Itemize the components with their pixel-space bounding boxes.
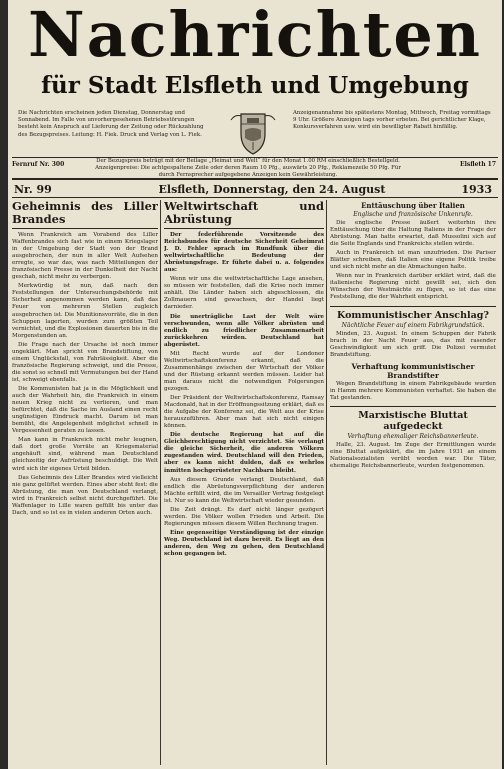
article-paragraph: Die unerträgliche Last der Welt wäre verschwunden, wenn alle Völker abrüsten und endlich zu friedlicher Zusammenarbeit zurückkehren würden. Deutschland hat abgerüstet. [164, 313, 324, 348]
article-paragraph: Eine gegenseitige Verständigung ist der einzige Weg. Deutschland ist dazu bereit. Es liegt an den anderen, den Weg zu gehen, den Deutschland schon gegangen ist. [164, 529, 324, 558]
news-column-right [330, 200, 496, 765]
article-paragraph: Das Geheimnis des Liller Brandes wird vielleicht nie ganz gelüftet werden. Eines aber steht fest: die Abrüstung, die man von Deutschland verlangt, wird in Frankreich selbst nicht durchgeführt. Die Waffenlager in Lille waren gefüllt bis unter das Dach, und so ist es in vielen anderen Orten auch. [12, 474, 158, 516]
article-subheadline: Nächtliche Feuer auf einem Fabrikgrundstück. [341, 321, 485, 329]
article-lille-fire [12, 200, 158, 765]
article-headline: Geheimnis des Liller Brandes [12, 200, 158, 229]
article-headline: Verhaftung kommunistischer Brandstifter [351, 361, 475, 380]
article-paragraph: Die Frage nach der Ursache ist noch immer ungeklärt. Man spricht von Brandstiftung, von einem Unglücksfall, von Fahrlässigkeit. Aber die französische Regierung schweigt, und die Presse, die sonst so schnell mit Vermutungen bei der Hand ist, schweigt ebenfalls. [12, 341, 158, 383]
divider [12, 178, 498, 180]
article-paragraph: Die englische Presse äußert weiterhin ihre Enttäuschung über die Haltung Italiens in der Frage der Abrüstung. Man hatte erwartet, daß Mussolini sich auf die Seite Englands und Frankreichs stellen würde. [330, 220, 496, 248]
column-divider [326, 200, 327, 765]
article-paragraph: Der Präsident der Weltwirtschaftskonferenz, Ramsay Macdonald, hat in der Eröffnungssitzung erklärt, daß es die Aufgabe der Konferenz sei, die Welt aus der Krise herauszuführen. Aber man hat sich nicht einigen können. [164, 395, 324, 430]
publication-info: Die Nachrichten erscheinen jeden Dienstag, Donnerstag und Sonnabend. Im Falle von unvorhergesehenen Betriebsstörungen besteht kein Anspruch auf Lieferung der Zeitung oder Rückzahlung des Bezugspreises. Leitung: H. Fiek. Druck und Verlag von L. Fiek. [18, 110, 204, 138]
article-paragraph: Wegen Brandstiftung in einem Fabrikgebäude wurden in Hamm mehrere Kommunisten verhaftet. Sie haben die Tat gestanden. [330, 380, 496, 401]
issue-year: 1933 [461, 183, 492, 196]
divider [12, 197, 498, 198]
subscription-info: Der Bezugspreis beträgt mit der Beilage „Heimat und Welt“ für den Monat 1.00 RM einschließlich Bestellgeld. Anzeigenpreise: Die achtgespaltene Zeile oder deren Raum 10 Pfg., auswärts 20 Pfg., Reklamezeile 50 Pfg. Für durch Fernsprecher aufgegebene Anzeigen kein Gewährleistung. [95, 158, 401, 178]
issue-date: Elsfleth, Donnerstag, den 24. August [158, 183, 386, 196]
city-crest-icon [225, 110, 281, 156]
phone-number: Fernruf Nr. 300 [12, 161, 65, 168]
article-headline: Weltwirtschaft und Abrüstung [164, 200, 324, 229]
article-paragraph: Die Zeit drängt. Es darf nicht länger gezögert werden. Die Völker wollen Frieden und Arbeit. Die Regierungen müssen diesem Willen Rechnung tragen. [164, 506, 324, 527]
article-paragraph: Auch in Frankreich ist man unzufrieden. Die Pariser Blätter schreiben, daß Italien eine eigene Politik treibe und sich nicht mehr an die Abmachungen halte. [330, 250, 496, 271]
postal-code: Elsfleth 17 [460, 161, 496, 168]
article-paragraph: Wenn Frankreich am Vorabend des Liller Waffenbrandes sich fast wie in einem Kriegslager in der Umgebung der Stadt von der Brand ausgebrochen, der nun in aller Welt Aufsehen erregte, so war das, was nach Mitteilungen der französischen Presse in der Dunkelheit der Nacht geschah, nicht mehr zu verbergen. [12, 232, 158, 281]
article-headline: Enttäuschung über Italien [361, 201, 465, 210]
advertising-info: Anzeigenannahme bis spätestens Montag, Mittwoch, Freitag vormittags 9 Uhr. Größere Anzeigen tags vorher erbeten. Bei gerichtlicher Klage, Konkursverfahren usw. wird ein bewilligter Rabatt hinfällig. [293, 110, 491, 131]
article-paragraph: Die Kommunisten hat ja in die Möglichkeit und auch der Wahrheit hin, die Frankreich in einem neuen Krieg nicht zu verlieren, und man befürchtet, daß die Sache im Ausland einen recht ungünstigen Eindruck macht. Darum ist man bemüht, die Angelegenheit möglichst schnell in Vergessenheit geraten zu lassen. [12, 385, 158, 435]
article-lead: Der federführende Vorsitzende des Reichsbundes für deutsche Sicherheit Geheimrat J. D. Fehler sprach im Rundfunk über die weltwirtschaftliche Bedeutung der Abrüstungsfrage. Er führte dabei u. a. folgendes aus: [164, 232, 324, 274]
article-paragraph: Die deutsche Regierung hat auf die Gleichberechtigung nicht verzichtet. Sie verlangt die gleiche Sicherheit, die anderen Völkern zugestanden wird. Deutschland will den Frieden, aber es kann nicht dulden, daß es wehrlos inmitten hochgerüsteter Nachbarn bleibt. [164, 432, 324, 474]
article-subheadline: Englische und französische Unkenrufe. [353, 211, 473, 218]
article-paragraph: Halle, 23. August. Im Zuge der Ermittlungen wurde eine Bluttat aufgeklärt, die im Jahre 1931 an einem Nationalsozialisten verübt worden war. Die Täter, ehemalige Reichsbannerleute, wurden festgenommen. [330, 441, 496, 469]
masthead-subtitle: für Stadt Elsfleth und Umgebung [41, 72, 469, 99]
dateline [12, 181, 498, 197]
article-headline: Kommunistischer Anschlag? [330, 306, 496, 321]
article-headline: Marxistische Bluttat aufgedeckt [330, 406, 496, 432]
article-subheadline: Verhaftung ehemaliger Reichsbannerleute. [347, 432, 479, 440]
article-paragraph: Aus diesem Grunde verlangt Deutschland, daß endlich die Abrüstungsverpflichtung der anderen Mächte erfüllt wird, die im Versailler Vertrag festgelegt ist. Nur so kann die Weltwirtschaft wieder gesunden. [164, 476, 324, 504]
article-paragraph: Minden, 23. August. In einem Schuppen der Fabrik brach in der Nacht Feuer aus, das mit rasender Geschwindigkeit um sich griff. Die Polizei vermutet Brandstiftung. [330, 330, 496, 358]
article-paragraph: Wenn nur in Frankreich darüber erklärt wird, daß die italienische Regierung nicht gewillt sei, sich den Wünschen der Westmächte zu fügen, so ist das eine Feststellung, die der Wahrheit entspricht. [330, 273, 496, 301]
article-paragraph: Mit Recht wurde auf der Londoner Weltwirtschaftskonferenz erkannt, daß die Zusammenhänge zwischen der Wirtschaft der Völker und der Rüstung erkannt werden müssen. Leider hat man daraus nicht die notwendigen Folgerungen gezogen. [164, 350, 324, 392]
column-divider [160, 200, 161, 765]
article-world-economy [164, 200, 324, 765]
article-paragraph: Man kann in Frankreich nicht mehr leugnen, daß dort große Vorräte an Kriegsmaterial angehäuft sind, während man Deutschland gleichzeitig der Aufrüstung beschuldigt. Die Welt wird sich ihr eigenes Urteil bilden. [12, 437, 158, 472]
article-paragraph: Merkwürdig ist nun, daß nach den Feststellungen der Untersuchungsbehörde mit Sicherheit angenommen werden kann, daß das Feuer von mehreren Stellen zugleich ausgebrochen ist. Die Munitionsvorräte, die in den Schuppen lagerten, wurden zum größten Teil vernichtet, und die Explosionen dauerten bis in die Morgenstunden an. [12, 283, 158, 339]
masthead-title: Nachrichten [28, 0, 482, 71]
issue-number: Nr. 99 [14, 183, 52, 196]
article-paragraph: Wenn wir uns die weltwirtschaftliche Lage ansehen, so müssen wir feststellen, daß die Krise noch immer anhält. Die Länder haben sich abgeschlossen, die Zollmauern sind gewachsen, der Handel liegt darnieder. [164, 276, 324, 311]
newspaper-page [8, 0, 502, 769]
